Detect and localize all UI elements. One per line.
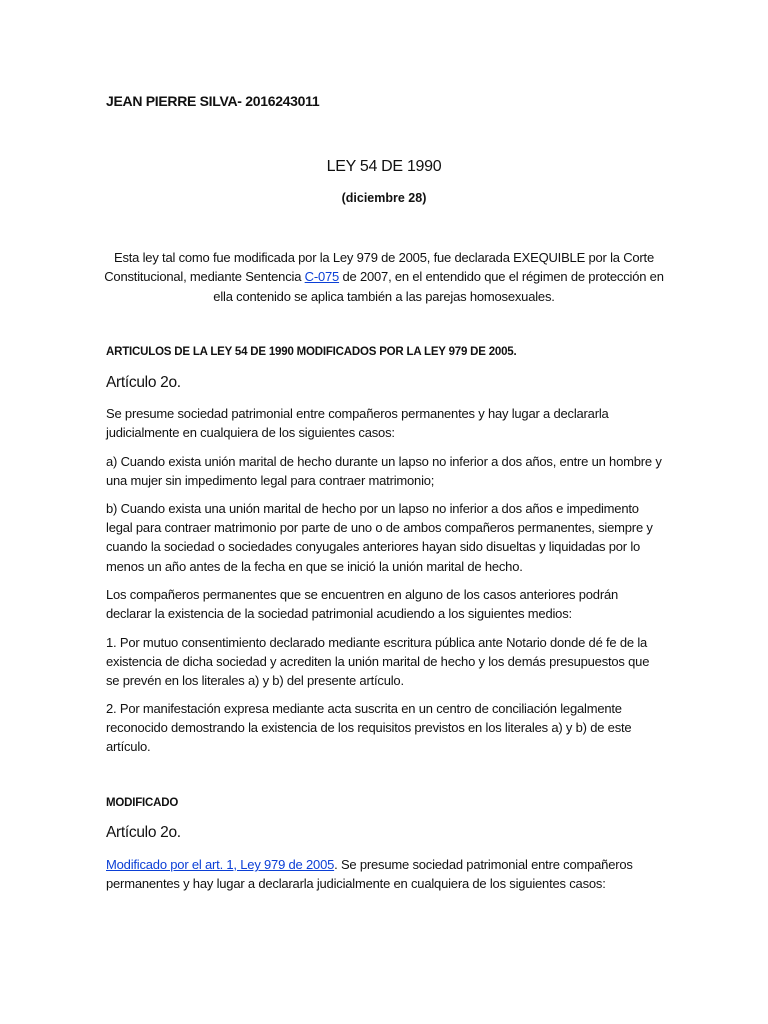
intro-text-before: Esta ley tal como fue modificada por la Ley 979 de 2005, fue declarada EXEQUIBLE por la Corte Constitucional, mediante Sentencia xyxy=(104,250,654,285)
intro-paragraph xyxy=(98,248,670,306)
author-line: JEAN PIERRE SILVA- 2016243011 xyxy=(106,93,320,109)
section-heading-modificado: MODIFICADO xyxy=(106,797,179,809)
law-title: LEY 54 DE 1990 xyxy=(326,158,442,175)
modification-link[interactable]: Modificado por el art. 1, Ley 979 de 2005 xyxy=(106,857,335,872)
paragraph: Los compañeros permanentes que se encuentren en alguno de los casos anteriores podrán declarar la existencia de la sociedad patrimonial acudiendo a los siguientes medios: xyxy=(106,587,619,622)
paragraph-literal-a: a) Cuando exista unión marital de hecho durante un lapso no inferior a dos años, entre un hombre y una mujer sin impedimento legal para contraer matrimonio; xyxy=(106,454,662,489)
law-date: (diciembre 28) xyxy=(341,191,427,205)
intro-text-after: de 2007, en el entendido que el régimen de protección en ella contenido se aplica también a las parejas homosexuales. xyxy=(213,269,664,304)
paragraph: Se presume sociedad patrimonial entre compañeros permanentes y hay lugar a declararla judicialmente en cualquiera de los siguientes casos: xyxy=(106,406,609,441)
section-heading-modified-articles: ARTICULOS DE LA LEY 54 DE 1990 MODIFICADOS POR LA LEY 979 DE 2005. xyxy=(106,346,517,358)
sentencia-link[interactable]: C-075 xyxy=(304,269,340,285)
paragraph-item-1: 1. Por mutuo consentimiento declarado mediante escritura pública ante Notario donde dé fe de la existencia de dicha sociedad y acrediten la unión marital de hecho y los demás presupuestos que se prevén en los literales a) y b) del presente artículo. xyxy=(106,635,650,689)
article-title: Artículo 2o. xyxy=(106,824,181,841)
paragraph-item-2: 2. Por manifestación expresa mediante acta suscrita en un centro de conciliación legalmente reconocido demostrando la existencia de los requisitos previstos en los literales a) y b) de este artículo. xyxy=(106,701,632,755)
article-title: Artículo 2o. xyxy=(106,374,181,391)
paragraph-literal-b: b) Cuando exista una unión marital de hecho por un lapso no inferior a dos años e impedimento legal para contraer matrimonio por parte de uno o de ambos compañeros permanentes, siempre y cuando la sociedad o sociedades conyugales anteriores hayan sido disueltas y liquidadas por lo menos un año antes de la fecha en que se inició la unión marital de hecho. xyxy=(106,501,653,574)
paragraph-modified-article xyxy=(106,855,662,893)
paragraph-text: . Se presume sociedad patrimonial entre compañeros permanentes y hay lugar a declararla judicialmente en cualquiera de los siguientes casos: xyxy=(106,857,633,892)
